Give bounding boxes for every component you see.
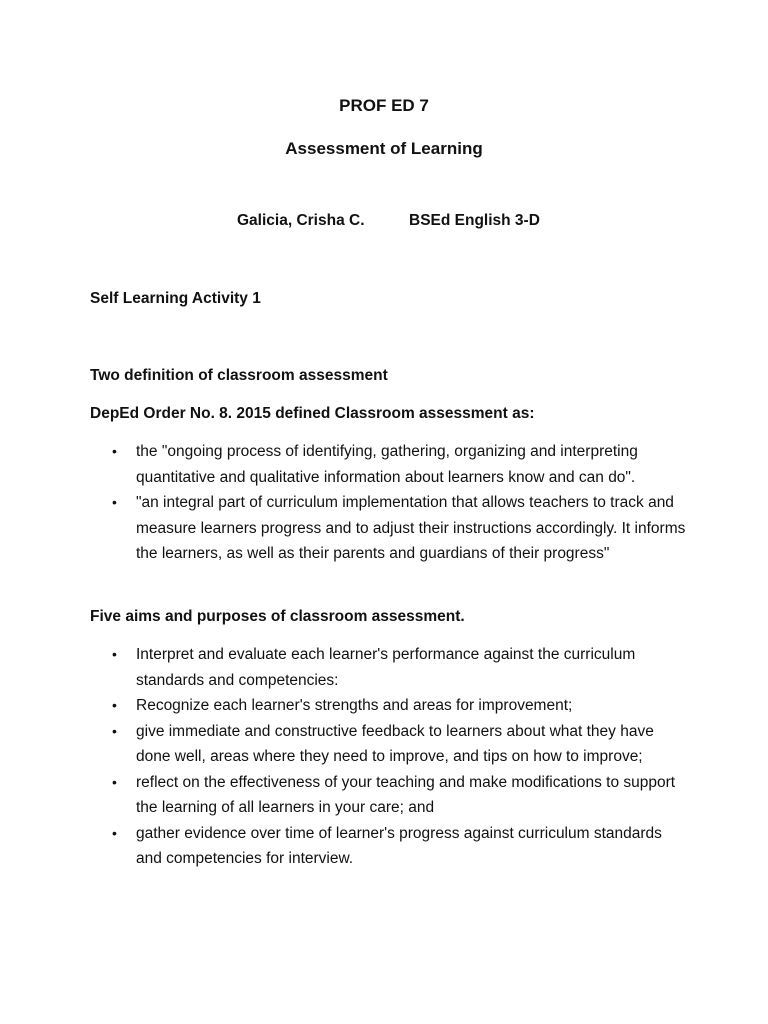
aim-text: gather evidence over time of learner's progress against curriculum standards and competencies for interview. bbox=[136, 824, 662, 867]
list-item bbox=[90, 490, 690, 567]
document-title: PROF ED 7 bbox=[339, 96, 429, 115]
activity-title: Self Learning Activity 1 bbox=[90, 290, 261, 307]
aim-text: Recognize each learner's strengths and areas for improvement; bbox=[136, 697, 573, 714]
aims-list bbox=[90, 642, 690, 872]
definition-text: the "ongoing process of identifying, gathering, organizing and interpreting quantitative and qualitative information about learners know and can do". bbox=[136, 443, 638, 486]
bullet-icon: • bbox=[112, 773, 117, 790]
aim-text: give immediate and constructive feedback to learners about what they have done well, areas where they need to improve, and tips on how to improve; bbox=[136, 722, 654, 765]
definitions-list bbox=[90, 439, 690, 567]
section1-subheading: DepEd Order No. 8. 2015 defined Classroom assessment as: bbox=[90, 405, 535, 422]
bullet-icon: • bbox=[112, 494, 117, 510]
bullet-icon: • bbox=[112, 697, 117, 713]
list-item bbox=[90, 439, 690, 490]
list-item bbox=[90, 770, 690, 821]
list-item bbox=[90, 693, 690, 719]
section1-heading: Two definition of classroom assessment bbox=[90, 367, 388, 384]
aim-text: reflect on the effectiveness of your teaching and make modifications to support the learning of all learners in your care; and bbox=[136, 773, 676, 816]
section2-heading: Five aims and purposes of classroom assessment. bbox=[90, 608, 465, 625]
document-subtitle: Assessment of Learning bbox=[285, 139, 483, 158]
bullet-icon: • bbox=[112, 824, 117, 841]
definition-text: "an integral part of curriculum implementation that allows teachers to track and measure learners progress and to adjust their instructions accordingly. It informs the learners, as well as their parents and guardians of their progress" bbox=[136, 494, 686, 562]
list-item bbox=[90, 821, 690, 872]
aim-text: Interpret and evaluate each learner's performance against the curriculum standards and competencies: bbox=[136, 646, 636, 689]
list-item bbox=[90, 642, 690, 693]
bullet-icon: • bbox=[112, 646, 117, 662]
bullet-icon: • bbox=[112, 443, 117, 459]
course-section: BSEd English 3-D bbox=[409, 212, 540, 229]
list-item bbox=[90, 719, 690, 770]
bullet-icon: • bbox=[112, 722, 117, 739]
student-name: Galicia, Crisha C. bbox=[237, 212, 365, 229]
